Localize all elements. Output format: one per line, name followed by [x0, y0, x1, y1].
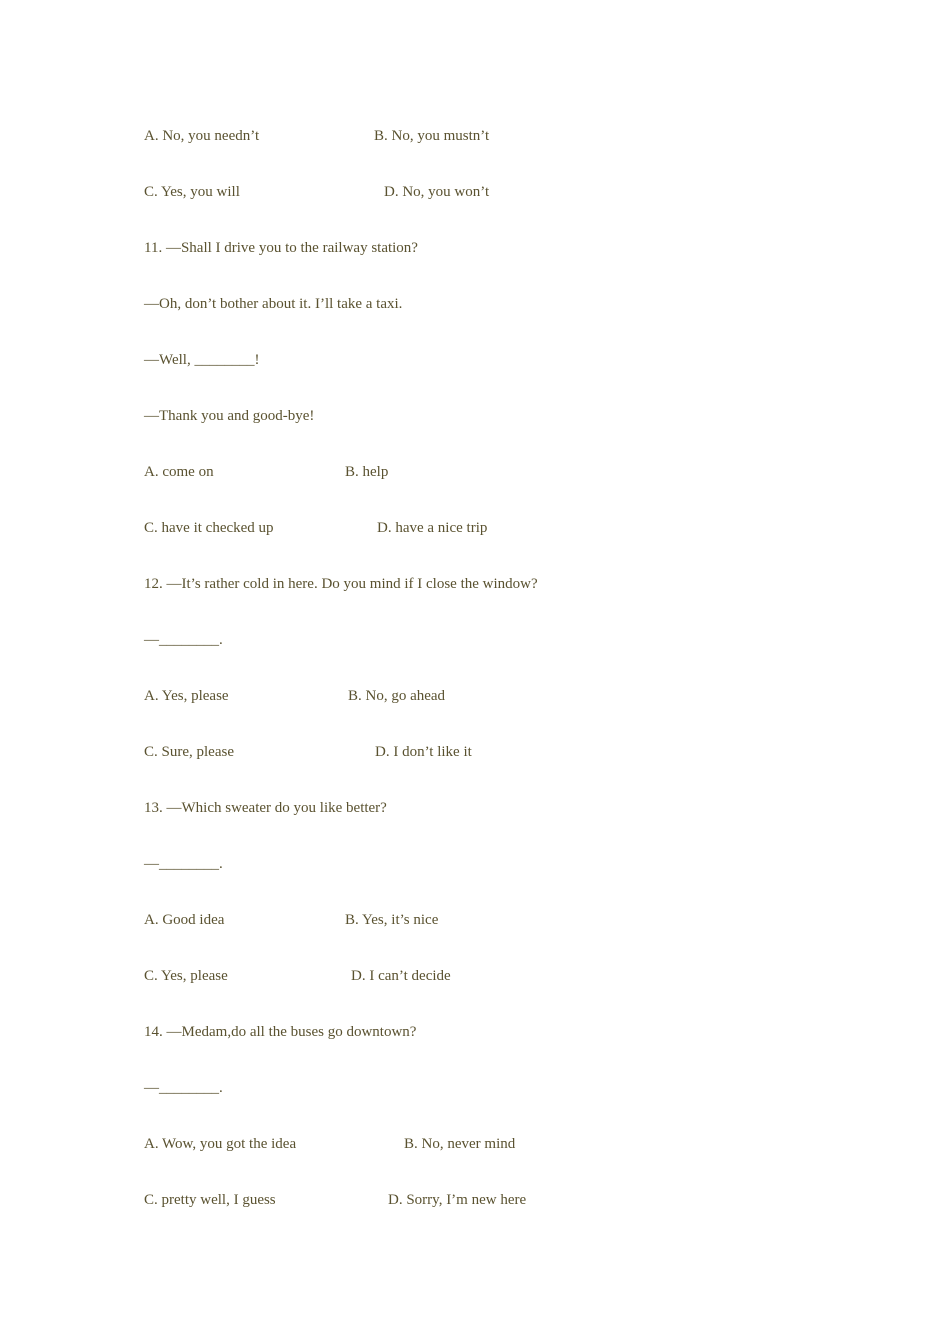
q11-option-a: A. come on — [144, 464, 214, 480]
q11-option-b: B. help — [345, 464, 389, 480]
q13-option-a: A. Good idea — [144, 912, 225, 928]
q12-blank: —________. — [144, 632, 223, 648]
q12-option-b: B. No, go ahead — [348, 688, 446, 704]
q13-options-row-1 — [144, 910, 439, 930]
q12-option-d: D. I don’t like it — [375, 744, 472, 760]
q11-reply-1: —Oh, don’t bother about it. I’ll take a taxi. — [144, 296, 403, 312]
q12-prompt: 12. —It’s rather cold in here. Do you mind if I close the window? — [144, 576, 538, 592]
q14-options-row-1 — [144, 1134, 516, 1154]
q14-option-d: D. Sorry, I’m new here — [388, 1192, 527, 1208]
q11-reply-3: —Thank you and good-bye! — [144, 408, 315, 424]
q14-options-row-2 — [144, 1190, 527, 1210]
q10-option-c: C. Yes, you will — [144, 184, 240, 200]
q11-option-c: C. have it checked up — [144, 520, 274, 536]
q12-options-row-2 — [144, 742, 472, 762]
q12-options-row-1 — [144, 686, 446, 706]
q12-option-c: C. Sure, please — [144, 744, 234, 760]
q12-option-a: A. Yes, please — [144, 688, 229, 704]
q13-blank: —________. — [144, 856, 223, 872]
q13-option-b: B. Yes, it’s nice — [345, 912, 439, 928]
q14-blank: —________. — [144, 1080, 223, 1096]
q13-prompt: 13. —Which sweater do you like better? — [144, 800, 387, 816]
q10-options-row-1 — [144, 126, 490, 146]
q14-prompt: 14. —Medam,do all the buses go downtown? — [144, 1024, 417, 1040]
q11-reply-2: —Well, ________! — [144, 352, 260, 368]
q10-options-row-2 — [144, 182, 490, 202]
q13-options-row-2 — [144, 966, 451, 986]
q14-option-c: C. pretty well, I guess — [144, 1192, 276, 1208]
q14-option-a: A. Wow, you got the idea — [144, 1136, 297, 1152]
q10-option-d: D. No, you won’t — [384, 184, 490, 200]
q14-option-b: B. No, never mind — [404, 1136, 516, 1152]
q11-options-row-1 — [144, 462, 389, 482]
q10-option-a: A. No, you needn’t — [144, 128, 260, 144]
q11-option-d: D. have a nice trip — [377, 520, 488, 536]
q13-option-c: C. Yes, please — [144, 968, 228, 984]
q11-prompt: 11. —Shall I drive you to the railway station? — [144, 240, 418, 256]
q10-option-b: B. No, you mustn’t — [374, 128, 490, 144]
q11-options-row-2 — [144, 518, 488, 538]
q13-option-d: D. I can’t decide — [351, 968, 451, 984]
